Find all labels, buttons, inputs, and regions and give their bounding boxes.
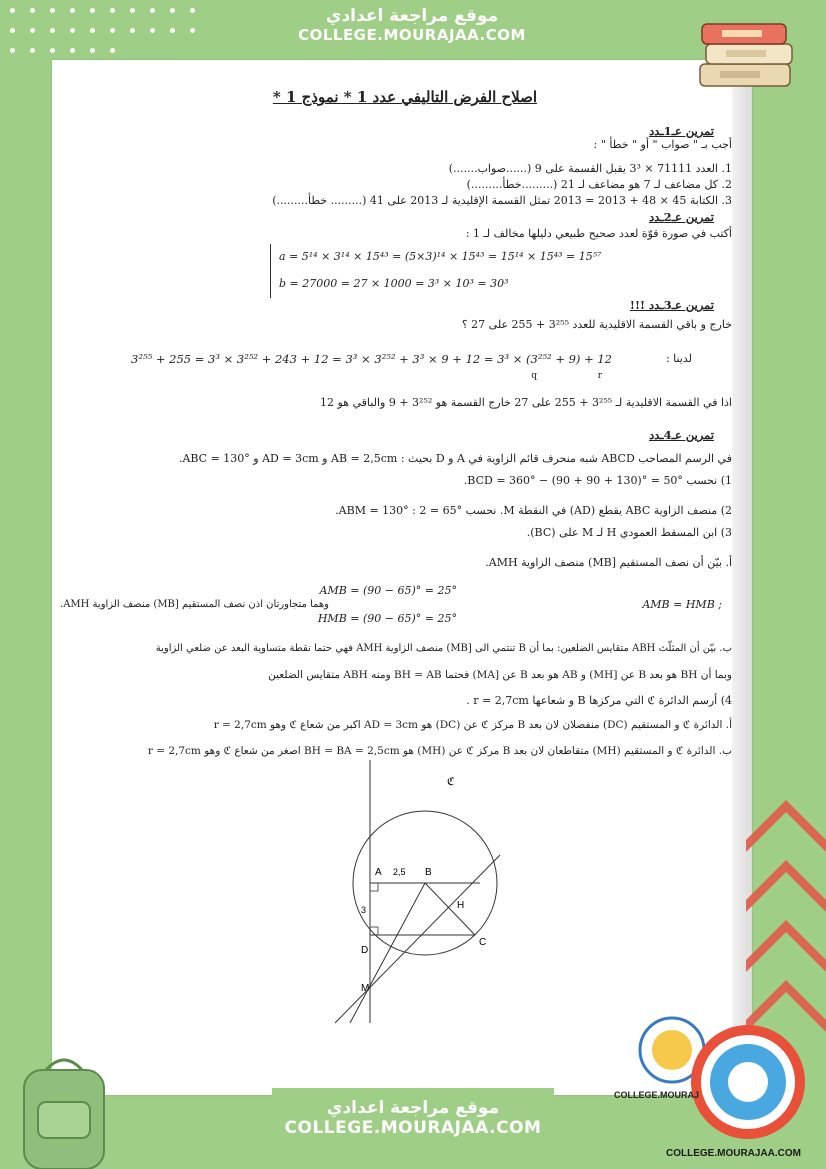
ex3-equation: 3²⁵⁵ + 255 = 3³ × 3²⁵² + 243 + 12 = 3³ × 3²⁵² + 3³ × 9 + 12 = 3³ × (3²⁵² + 9) + 12	[131, 352, 612, 366]
ex3-intro: خارج و باقي القسمة الاقليدية للعدد 3²⁵⁵ + 255 على 27 ؟	[461, 318, 732, 331]
ex4-q3a-eq2: HMB = (90 − 65)° = 25°	[317, 612, 457, 625]
geometry-figure	[275, 755, 515, 1025]
footer-url-caption[interactable]: COLLEGE.MOURAJAA.COM	[666, 1148, 801, 1159]
ex4-q3b-line2: وبما أن BH هو بعد B عن [MH) و AB هو بعد B عن [MA) فحتما BH = AB ومنه ABH متقايس الضلعين	[268, 669, 732, 681]
logo-caption: COLLEGE.MOURAJ	[614, 1090, 700, 1100]
ex4-q3a-text: وهما متجاورتان اذن نصف المستقيم [MB) منصف الزاوية AMH.	[60, 599, 329, 610]
ex4-q4a: أ. الدائرة ℭ و المستقيم (DC) منفصلان لان بعد B مركز ℭ عن (DC) هو AD = 3cm اكبر من شعاع ℭ وهو r = 2,7cm	[213, 719, 732, 731]
label-ad-length: 3	[361, 905, 367, 915]
ex2-intro: أكتب في صورة قوّة لعدد صحيح طبيعي دليلها مخالف لـ 1 :	[465, 227, 732, 240]
label-m: M	[361, 983, 370, 994]
ex2-equations	[270, 244, 759, 298]
footer-site-url[interactable]: COLLEGE.MOURAJAA.COM	[284, 1118, 542, 1138]
label-c: C	[479, 937, 487, 948]
ex1-intro: أجب بـ " صواب " أو " خطأ " :	[593, 138, 732, 151]
backpack-icon	[10, 1050, 120, 1169]
ex4-q3b-line1: ب. بيّن أن المثلّث ABH متقايس الضلعين: بما أن B تنتمي الى [MB) منصف الزاوية AMH فهي حتما نقطة متساوية البعد عن ضلعي الزاوية	[155, 643, 732, 654]
site-logo[interactable]	[614, 1000, 822, 1165]
logo-wheel-icon	[622, 1000, 822, 1165]
ex3-have-label: لدينا :	[665, 352, 692, 365]
ex4-heading: تمرين عـ4ـدد	[649, 428, 714, 442]
ex4-q4: 4) أرسم الدائرة ℭ التي مركزها B و شعاعها r = 2,7cm .	[466, 694, 732, 707]
label-h: H	[457, 900, 465, 911]
label-b: B	[425, 867, 432, 878]
label-ab-length: 2,5	[393, 867, 406, 877]
ex1-item-2: 2. كل مضاعف لـ 7 هو مضاعف لـ 21 (.........خطأ.........)	[466, 178, 732, 191]
ex4-q2: 2) منصف الزاوية ABC يقطع (AD) في النقطة M. نحسب ABM = 130° : 2 = 65°.	[335, 504, 732, 517]
label-circle: ℭ	[447, 775, 455, 788]
ex4-given: في الرسم المصاحب ABCD شبه منحرف قائم الزاوية في A و D بحيث : AB = 2,5cm و AD = 3cm و ABC = 130°.	[178, 452, 732, 465]
ex1-heading: تمرين عـ1ـدد	[649, 124, 714, 138]
ex4-q3a: أ. بيّن أن نصف المستقيم [MB) منصف الزاوية AMH.	[485, 556, 732, 569]
ex3-heading: تمرين عـ3ـدد !!!	[629, 298, 714, 312]
ex4-q4b: ب. الدائرة ℭ و المستقيم (MH) متقاطعان لان بعد B مركز ℭ عن (MH) هو BH = BA = 2,5cm اصغر من شعاع ℭ وهو r = 2,7cm	[147, 745, 732, 757]
ex3-q-label: q	[531, 371, 537, 381]
site-name-ar: موقع مراجعة اعدادي	[325, 6, 499, 26]
ex3-conclusion: اذا في القسمة الاقليدية لـ 3²⁵⁵ + 255 على 27 خارج القسمة هو 3²⁵² + 9 والباقي هو 12	[320, 396, 732, 409]
ex4-q1: 1) نحسب BCD = 360° − (90 + 90 + 130)° = 50°.	[463, 474, 732, 487]
ex2-heading: تمرين عـ2ـدد	[649, 210, 714, 224]
ex4-q3a-right: AMB = HMB ;	[642, 598, 722, 611]
header-banner[interactable]	[290, 6, 534, 58]
footer-banner[interactable]	[272, 1088, 554, 1154]
doc-title: اصلاح الفرض التاليفي عدد 1 * نموذج 1 *	[272, 88, 537, 106]
eq-b: b = 27000 = 27 × 1000 = 3³ × 10³ = 30³	[279, 277, 509, 290]
site-url[interactable]: COLLEGE.MOURAJAA.COM	[298, 26, 526, 44]
ex3-r-label: r	[597, 371, 602, 381]
ex1-item-3: 3. الكتابة 45 × 48 + 2013 = 2013 تمثل القسمة الإقليدية لـ 2013 على 41 (......... خطأ.........)	[272, 194, 732, 207]
label-d: D	[361, 945, 369, 956]
ex4-q3: 3) ابن المسقط العمودي H لـ M على (BC).	[526, 526, 732, 539]
footer-site-name-ar: موقع مراجعة اعدادي	[326, 1098, 500, 1118]
eq-a: a = 5¹⁴ × 3¹⁴ × 15⁴³ = (5×3)¹⁴ × 15⁴³ = 15¹⁴ × 15⁴³ = 15⁵⁷	[279, 250, 602, 263]
decorative-dots	[0, 0, 210, 60]
ex4-q3a-eq1: AMB = (90 − 65)° = 25°	[319, 584, 457, 597]
label-a: A	[375, 867, 382, 878]
ex1-item-1: 1. العدد 71111 × 3³ يقبل القسمة على 9 (......صواب.......)	[448, 162, 732, 175]
